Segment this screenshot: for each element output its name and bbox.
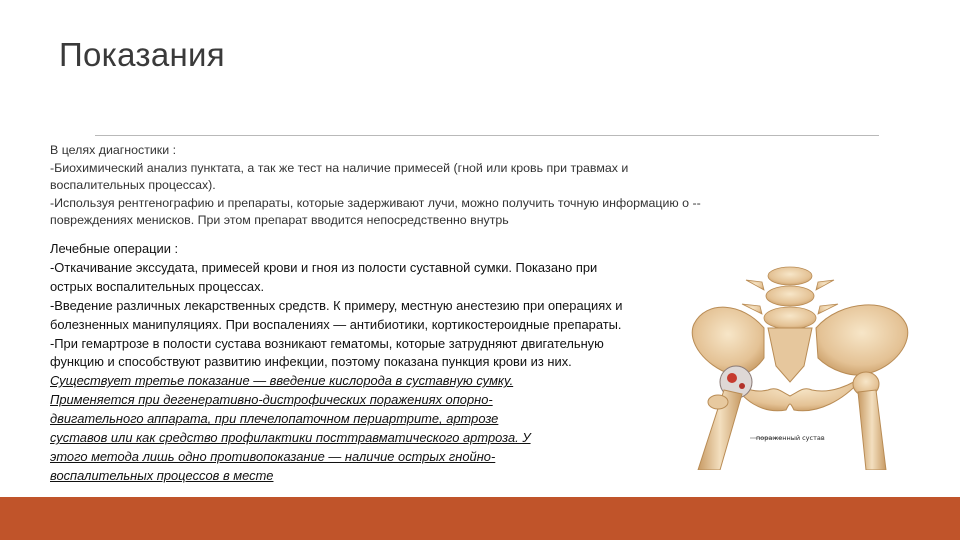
diagnostics-line: -Биохимический анализ пунктата, а так же тест на наличие примесей (гной или кровь при травмах и [50,160,629,175]
treatment-block [50,240,710,486]
treatment-line: острых воспалительных процессах. [50,278,265,294]
pelvis-hip-illustration [680,262,920,470]
diagnostics-block [50,142,850,230]
emphasis-link-line[interactable]: воспалительных процессов в месте [50,467,274,483]
emphasis-link-line[interactable]: Применяется при дегенеративно-дистрофических поражениях опорно- [50,392,493,408]
left-femur [698,390,742,470]
diagnostics-line: воспалительных процессах). [50,178,216,193]
vertebrae [742,267,838,329]
treatment-line: -Введение различных лекарственных средств. К примеру, местную анестезию при операциях и [50,297,623,313]
diagnostics-line: повреждениях менисков. При этом препарат вводится непосредственно внутрь [50,213,509,228]
treatment-line: -Откачивание экссудата, примесей крови и гноя из полости суставной сумки. Показано при [50,259,598,275]
treatment-heading: Лечебные операции : [50,241,179,256]
treatment-line: болезненных манипуляциях. При воспалениях — антибиотики, кортикостероидные препараты. [50,316,622,332]
treatment-line: функцию и способствуют развитию инфекции, поэтому показана пункция крови из них. [50,354,572,370]
emphasis-link-line[interactable]: двигательного аппарата, при плечелопаточном периартрите, артрозе [50,411,499,427]
sacrum [768,328,812,382]
right-femur [853,372,886,470]
footer-accent-bar [0,497,960,540]
treatment-line: -При гемартрозе в полости сустава возникают гематомы, которые затрудняют двигательную [50,335,604,351]
emphasis-link-line[interactable]: этого метода лишь одно противопоказание — наличие острых гнойно- [50,448,496,464]
figure-label: пораженный сустав [756,434,825,442]
slide-title: Показания [59,36,225,73]
emphasis-link-line[interactable]: суставов или как средство профилактики посттравматического артроза. У [50,430,531,446]
title-divider [95,135,879,136]
diagnostics-heading: В целях диагностики : [50,143,177,157]
emphasis-link-line[interactable]: Существует третье показание — введение кислорода в суставную сумку. [50,373,514,389]
diagnostics-line: -Используя рентгенографию и препараты, которые задерживают лучи, можно получить точную информацию о -- [50,195,701,210]
